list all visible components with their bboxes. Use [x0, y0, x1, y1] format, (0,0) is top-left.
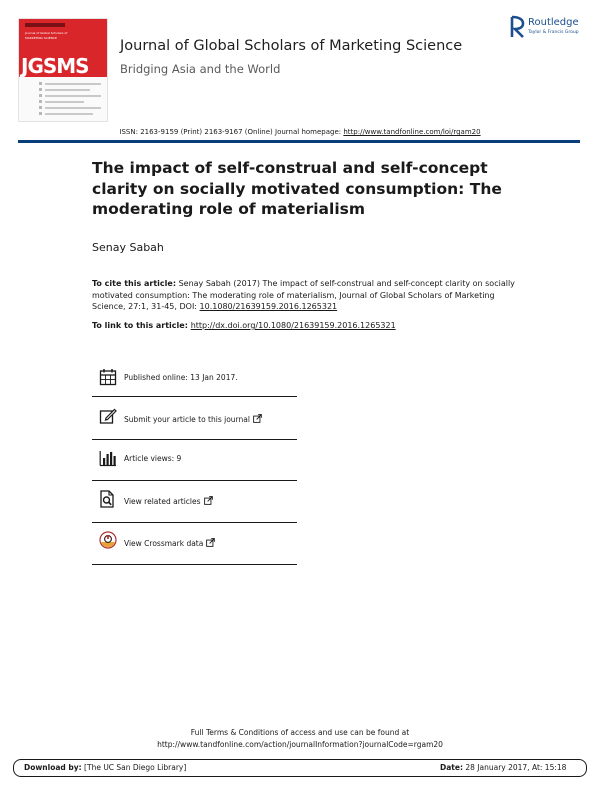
cover-band: [25, 23, 65, 27]
journal-subtitle: Bridging Asia and the World: [120, 62, 281, 76]
cover-acronym: JGSMS: [21, 54, 89, 78]
issn-text: ISSN: 2163-9159 (Print) 2163-9167 (Online) Journal homepage:: [119, 128, 344, 136]
publisher-tagline: Taylor & Francis Group: [528, 30, 579, 35]
publisher-name: Routledge: [528, 17, 579, 28]
article-title: The impact of self-construal and self-concept clarity on socially motivated consumption: The moderating role of materialism: [92, 159, 502, 218]
calendar-icon: [99, 368, 117, 386]
link-label: To link to this article:: [92, 321, 191, 330]
related-articles-label: View related articles: [124, 497, 201, 506]
terms-url-link[interactable]: http://www.tandfonline.com/action/journalInformation?journalCode=rgam20: [157, 740, 443, 749]
external-link-icon: [253, 414, 262, 423]
related-articles-link[interactable]: [124, 496, 213, 506]
submit-article-link[interactable]: [124, 414, 262, 424]
crossmark-link[interactable]: [124, 538, 215, 548]
cover-red-panel: [19, 19, 108, 77]
terms-line: Full Terms & Conditions of access and use can be found at: [190, 728, 410, 737]
downloaded-by-label: Download by:: [24, 763, 82, 772]
bar-chart-icon: [99, 449, 117, 467]
crossmark-icon: [99, 531, 117, 549]
doi-link[interactable]: 10.1080/21639159.2016.1265321: [199, 302, 338, 312]
download-date-value: 28 January 2017, At: 15:18: [462, 763, 567, 772]
author-name: Senay Sabah: [92, 241, 164, 254]
citation-block: [92, 278, 522, 313]
crossmark-row[interactable]: [92, 528, 297, 560]
crossmark-label: View Crossmark data: [124, 539, 204, 548]
info-divider: [92, 564, 297, 565]
routledge-logo: [510, 15, 588, 41]
routledge-logo-icon: [510, 15, 526, 39]
info-divider: [92, 396, 297, 397]
cover-lines: [45, 83, 101, 119]
published-online-row: [92, 365, 297, 397]
related-articles-icon: [99, 490, 117, 508]
external-link-icon: [206, 538, 215, 547]
citation-text: Senay Sabah (2017) The impact of self-construal and self-concept clarity on socially motivated consumption: The moderating role of materialism, Journal of Global Scholars of Marketing Science, 27:1, 31-45, DOI:: [92, 279, 515, 312]
cover-small-text-1: Journal of Global Scholars of: [25, 31, 68, 35]
download-date-label: Date:: [440, 763, 463, 772]
article-url-link[interactable]: http://dx.doi.org/10.1080/21639159.2016.1265321: [190, 321, 396, 330]
info-divider: [92, 522, 297, 523]
published-online-text: Published online: 13 Jan 2017.: [124, 373, 238, 382]
info-divider: [92, 439, 297, 440]
downloaded-by-value: [The UC San Diego Library]: [81, 763, 187, 772]
related-articles-row[interactable]: [92, 486, 297, 518]
edit-icon: [99, 407, 117, 425]
article-link-line: [92, 321, 396, 330]
terms-notice: [0, 727, 600, 751]
issn-line: [0, 128, 600, 136]
cover-small-text-2: MARKETING SCIENCE: [25, 36, 57, 40]
journal-title[interactable]: Journal of Global Scholars of Marketing Science: [120, 38, 463, 54]
citation-label: To cite this article:: [92, 279, 177, 288]
article-views-text: Article views: 9: [124, 454, 182, 463]
header-divider: [18, 140, 580, 143]
journal-homepage-link[interactable]: http://www.tandfonline.com/loi/rgam20: [343, 128, 481, 136]
cover-dots: [39, 82, 42, 118]
journal-cover-thumbnail[interactable]: [18, 18, 108, 122]
submit-article-row[interactable]: [92, 404, 297, 436]
downloaded-by: [24, 763, 186, 772]
download-date: [440, 763, 566, 772]
article-views-row: [92, 446, 297, 478]
external-link-icon: [204, 496, 213, 505]
download-info-bar: [13, 759, 587, 777]
info-divider: [92, 480, 297, 481]
submit-article-label: Submit your article to this journal: [124, 415, 250, 424]
